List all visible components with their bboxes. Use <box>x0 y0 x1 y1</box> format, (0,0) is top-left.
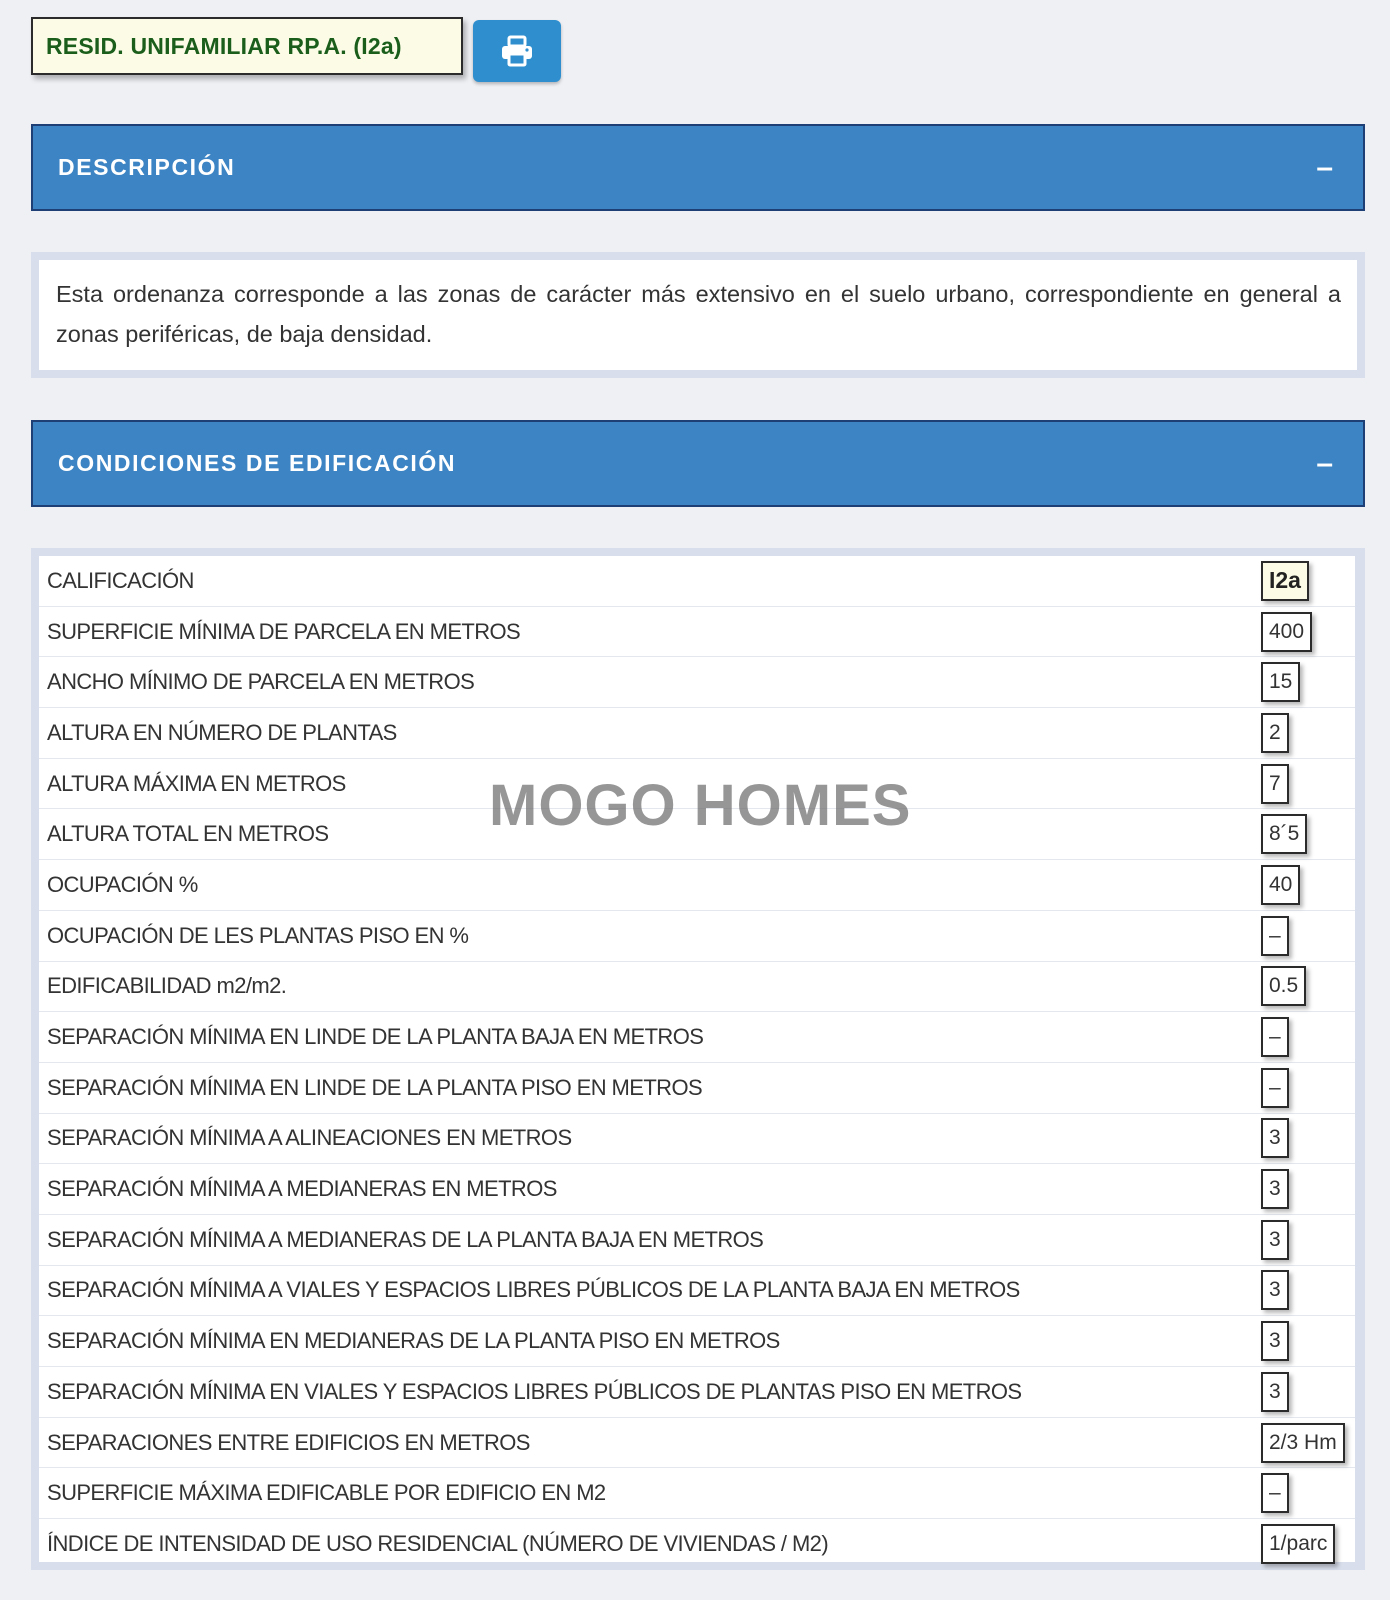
row-value: 8´5 <box>1261 814 1307 854</box>
table-row <box>39 809 1355 860</box>
row-value: 15 <box>1261 662 1300 702</box>
table-row <box>39 1215 1355 1266</box>
row-label: ALTURA TOTAL EN METROS <box>47 821 329 847</box>
table-row <box>39 860 1355 911</box>
table-row <box>39 1468 1355 1519</box>
row-value: 2 <box>1261 713 1289 753</box>
row-label: SEPARACIÓN MÍNIMA A VIALES Y ESPACIOS LIBRES PÚBLICOS DE LA PLANTA BAJA EN METROS <box>47 1277 1020 1303</box>
table-row <box>39 759 1355 810</box>
row-label: SEPARACIÓN MÍNIMA EN LINDE DE LA PLANTA PISO EN METROS <box>47 1074 703 1100</box>
condiciones-table <box>31 548 1365 1570</box>
row-value: 1/parc <box>1261 1524 1335 1564</box>
descripcion-text: Esta ordenanza corresponde a las zonas de carácter más extensivo en el suelo urbano, correspondiente en general a zonas periféricas, de baja densidad. <box>56 281 1341 347</box>
row-label: OCUPACIÓN % <box>47 871 198 897</box>
row-value: 3 <box>1261 1270 1289 1310</box>
row-value: 7 <box>1261 764 1289 804</box>
descripcion-collapse-toggle[interactable]: – <box>1316 150 1333 184</box>
row-label: SEPARACIÓN MÍNIMA A MEDIANERAS EN METROS <box>47 1176 557 1202</box>
table-row <box>39 1316 1355 1367</box>
printer-icon <box>500 35 534 67</box>
row-value: 3 <box>1261 1118 1289 1158</box>
table-row <box>39 556 1355 607</box>
row-label: SEPARACIONES ENTRE EDIFICIOS EN METROS <box>47 1429 530 1455</box>
descripcion-title: DESCRIPCIÓN <box>58 154 236 180</box>
row-value: 3 <box>1261 1321 1289 1361</box>
condiciones-collapse-toggle[interactable]: – <box>1316 446 1333 480</box>
descripcion-body <box>31 252 1365 378</box>
row-label: SEPARACIÓN MÍNIMA EN LINDE DE LA PLANTA BAJA EN METROS <box>47 1024 704 1050</box>
row-value: – <box>1261 1068 1289 1108</box>
row-value: 2/3 Hm <box>1261 1423 1345 1463</box>
row-label: SUPERFICIE MÍNIMA DE PARCELA EN METROS <box>47 618 521 644</box>
table-row <box>39 1367 1355 1418</box>
row-value: 3 <box>1261 1372 1289 1412</box>
condiciones-title: CONDICIONES DE EDIFICACIÓN <box>58 450 457 476</box>
zone-badge-label: RESID. UNIFAMILIAR RP.A. (I2a) <box>46 32 402 59</box>
print-button[interactable] <box>473 20 561 82</box>
row-label: ANCHO MÍNIMO DE PARCELA EN METROS <box>47 669 475 695</box>
table-row <box>39 708 1355 759</box>
row-value: – <box>1261 1473 1289 1513</box>
table-row <box>39 1114 1355 1165</box>
table-row <box>39 1012 1355 1063</box>
zone-badge <box>31 17 463 75</box>
row-value: – <box>1261 916 1289 956</box>
table-row <box>39 1266 1355 1317</box>
table-row <box>39 911 1355 962</box>
descripcion-header[interactable] <box>31 124 1365 211</box>
row-label: EDIFICABILIDAD m2/m2. <box>47 973 287 999</box>
row-label: OCUPACIÓN DE LES PLANTAS PISO EN % <box>47 922 469 948</box>
table-row <box>39 1418 1355 1469</box>
row-value: 0.5 <box>1261 966 1306 1006</box>
table-row <box>39 657 1355 708</box>
table-row <box>39 607 1355 658</box>
watermark: MOGO HOMES <box>489 773 912 838</box>
row-label: ÍNDICE DE INTENSIDAD DE USO RESIDENCIAL (NÚMERO DE VIVIENDAS / M2) <box>47 1531 829 1557</box>
table-row <box>39 962 1355 1013</box>
row-value: 3 <box>1261 1169 1289 1209</box>
condiciones-header[interactable] <box>31 420 1365 507</box>
row-value: 3 <box>1261 1220 1289 1260</box>
row-label: ALTURA MÁXIMA EN METROS <box>47 770 346 796</box>
row-value: 400 <box>1261 612 1312 652</box>
row-label: SEPARACIÓN MÍNIMA EN MEDIANERAS DE LA PLANTA PISO EN METROS <box>47 1328 780 1354</box>
row-label: ALTURA EN NÚMERO DE PLANTAS <box>47 719 397 745</box>
table-row <box>39 1063 1355 1114</box>
row-value: I2a <box>1261 561 1309 601</box>
row-label: SEPARACIÓN MÍNIMA A ALINEACIONES EN METROS <box>47 1125 572 1151</box>
row-label: CALIFICACIÓN <box>47 567 194 593</box>
row-value: – <box>1261 1017 1289 1057</box>
row-label: SEPARACIÓN MÍNIMA EN VIALES Y ESPACIOS LIBRES PÚBLICOS DE PLANTAS PISO EN METROS <box>47 1378 1022 1404</box>
row-label: SEPARACIÓN MÍNIMA A MEDIANERAS DE LA PLANTA BAJA EN METROS <box>47 1226 764 1252</box>
row-value: 40 <box>1261 865 1300 905</box>
table-row <box>39 1519 1355 1570</box>
row-label: SUPERFICIE MÁXIMA EDIFICABLE POR EDIFICIO EN M2 <box>47 1480 606 1506</box>
table-row <box>39 1164 1355 1215</box>
